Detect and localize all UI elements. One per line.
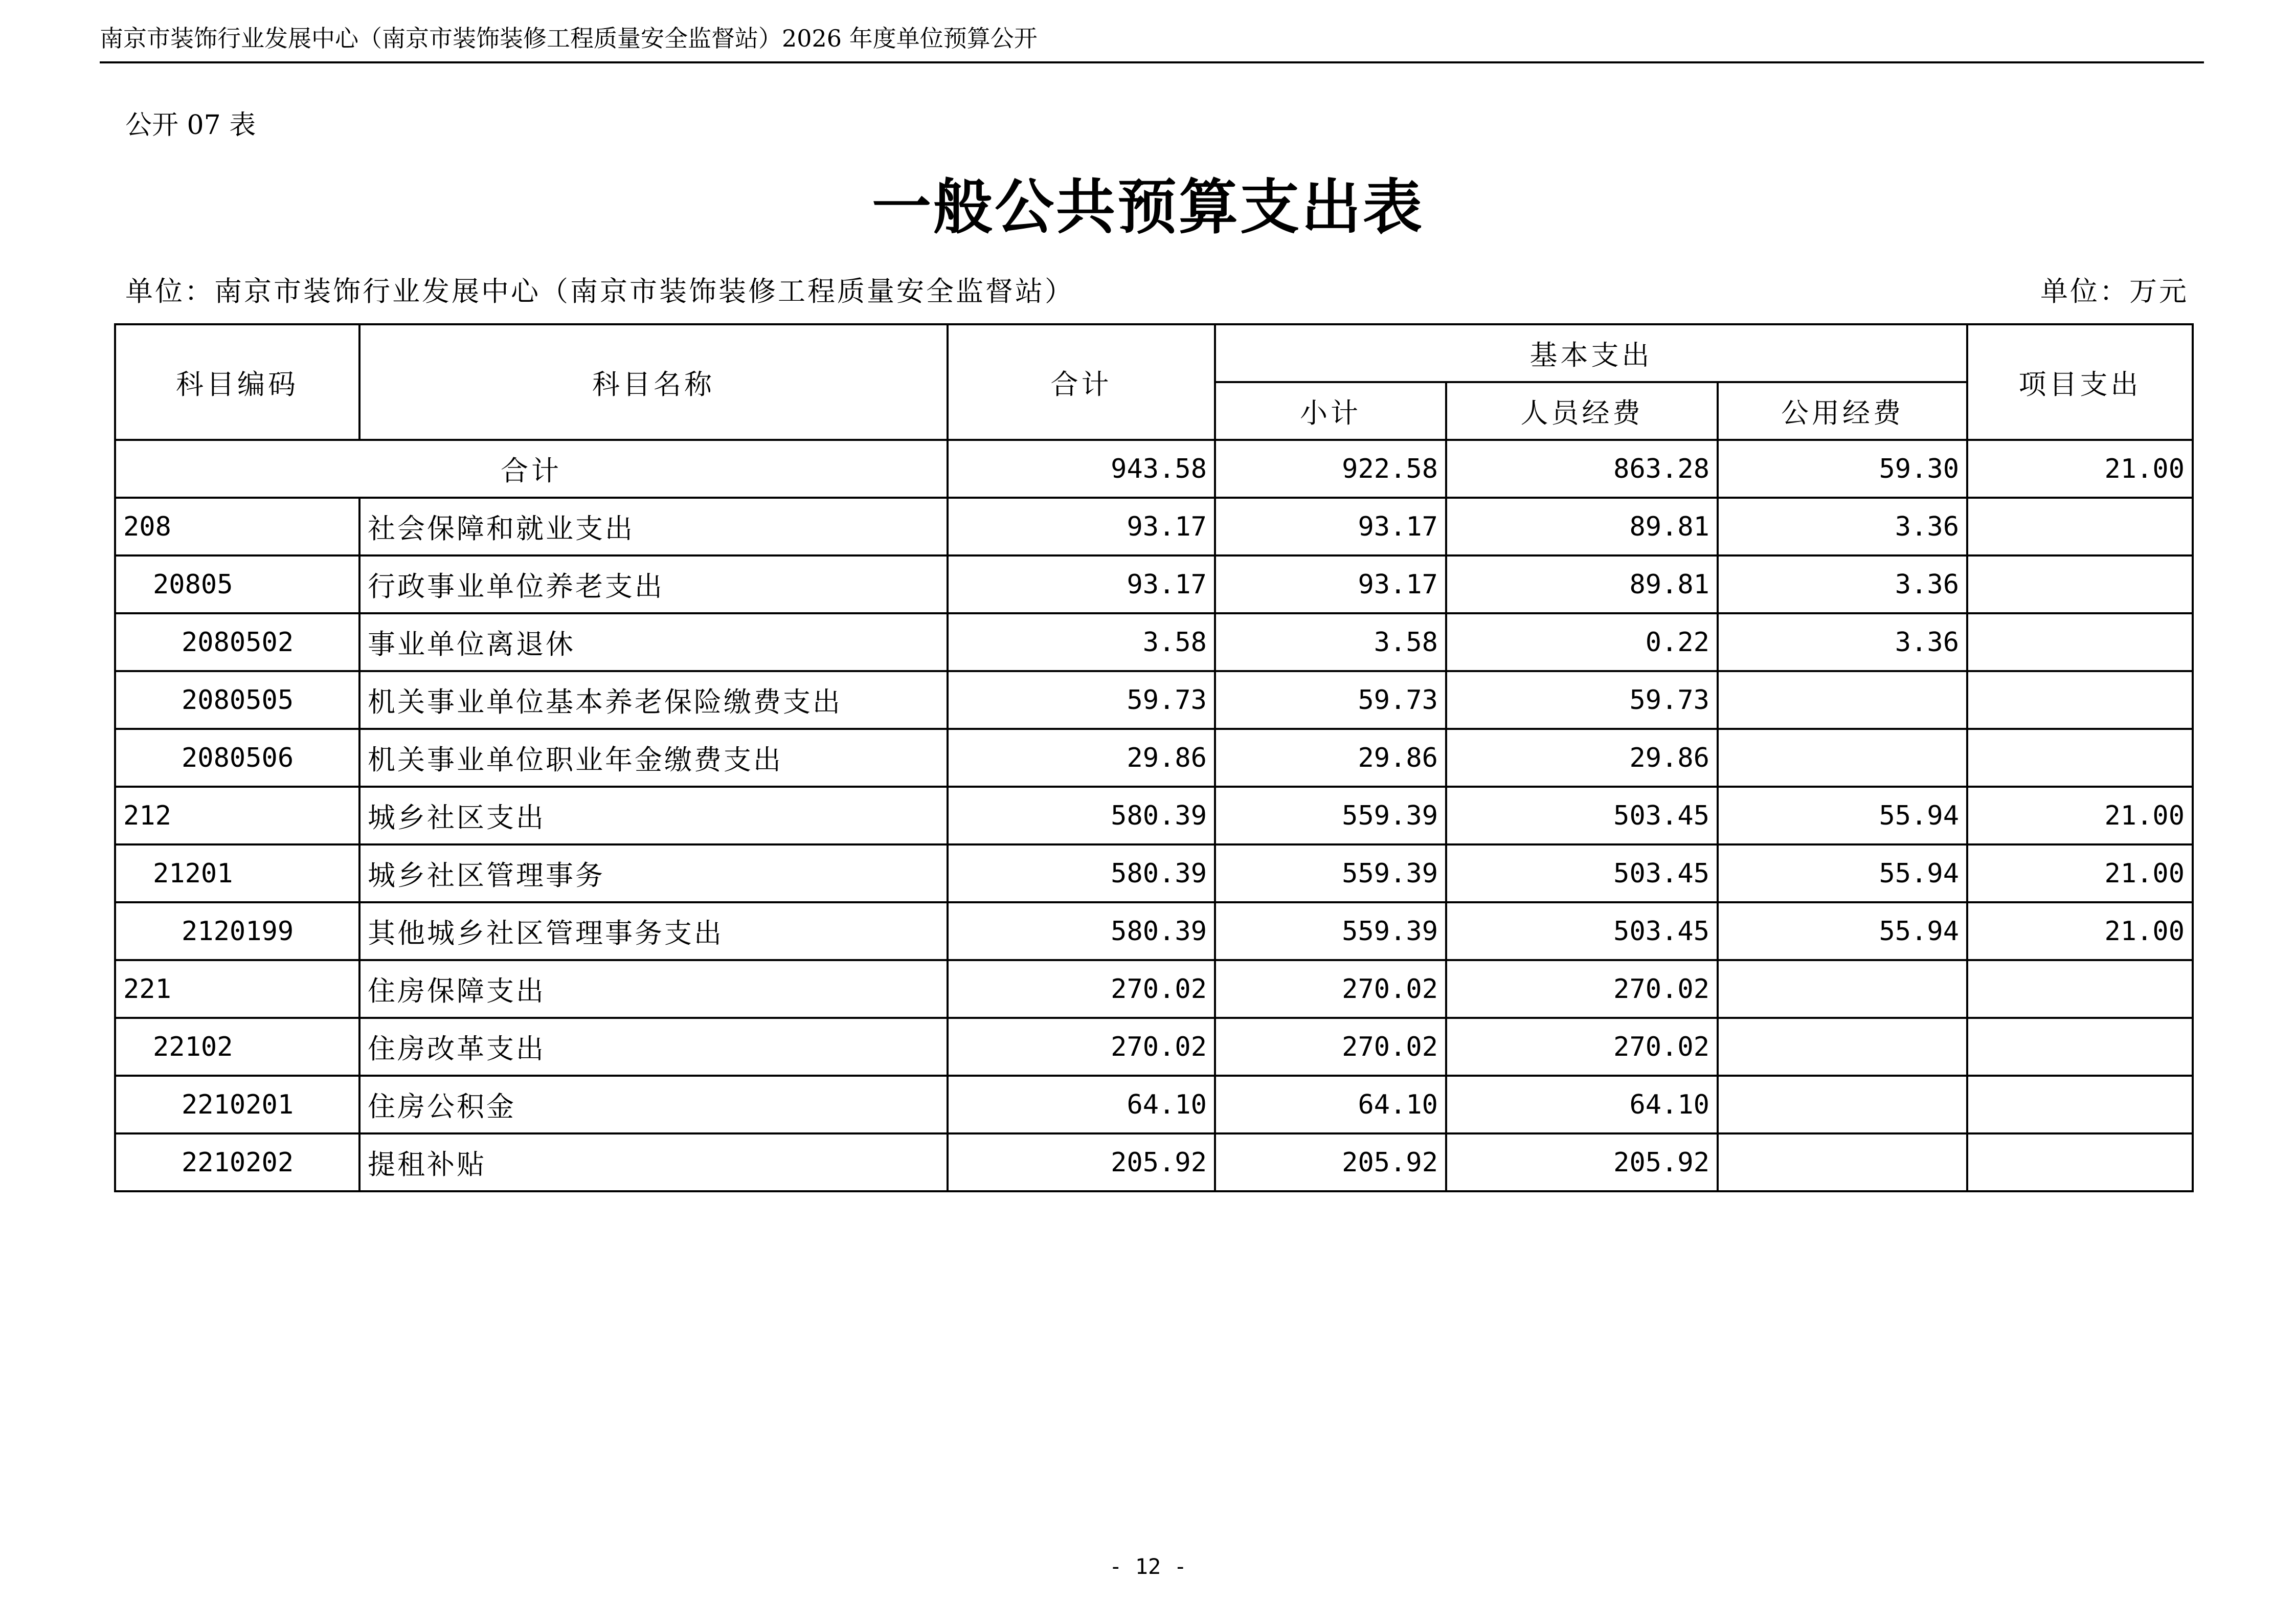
row-public: [1718, 1018, 1967, 1076]
row-total: 3.58: [948, 613, 1215, 671]
table-row: [115, 613, 2193, 671]
totals-total: 943.58: [948, 440, 1215, 498]
totals-label: 合计: [115, 440, 948, 498]
row-project: 21.00: [1967, 902, 2193, 960]
row-public: [1718, 729, 1967, 787]
row-code: 221: [115, 960, 359, 1018]
table-row: [115, 844, 2193, 902]
row-code: 212: [115, 787, 359, 844]
row-subtotal: 93.17: [1215, 555, 1446, 613]
row-code: 208: [115, 498, 359, 555]
header-personnel: 人员经费: [1446, 382, 1718, 440]
row-subtotal: 59.73: [1215, 671, 1446, 729]
row-name: 提租补贴: [359, 1133, 948, 1191]
header-name: 科目名称: [359, 324, 948, 440]
row-public: 55.94: [1718, 844, 1967, 902]
row-total: 580.39: [948, 787, 1215, 844]
table-row: [115, 902, 2193, 960]
table-row: [115, 787, 2193, 844]
row-name: 其他城乡社区管理事务支出: [359, 902, 948, 960]
row-personnel: 270.02: [1446, 1018, 1718, 1076]
table-row: [115, 498, 2193, 555]
row-public: [1718, 960, 1967, 1018]
expenditure-table: [114, 323, 2194, 1192]
row-public: 55.94: [1718, 902, 1967, 960]
table-row: [115, 960, 2193, 1018]
row-personnel: 205.92: [1446, 1133, 1718, 1191]
totals-public: 59.30: [1718, 440, 1967, 498]
row-project: [1967, 729, 2193, 787]
row-project: [1967, 613, 2193, 671]
row-code: 21201: [115, 844, 359, 902]
table-row: [115, 1076, 2193, 1133]
reporting-unit: 单位：南京市装饰行业发展中心（南京市装饰装修工程质量安全监督站）: [125, 275, 1074, 307]
header-public: 公用经费: [1718, 382, 1967, 440]
row-subtotal: 270.02: [1215, 960, 1446, 1018]
row-code: 2080505: [115, 671, 359, 729]
row-total: 270.02: [948, 960, 1215, 1018]
totals-project: 21.00: [1967, 440, 2193, 498]
row-subtotal: 270.02: [1215, 1018, 1446, 1076]
totals-subtotal: 922.58: [1215, 440, 1446, 498]
row-total: 580.39: [948, 902, 1215, 960]
row-personnel: 503.45: [1446, 902, 1718, 960]
row-personnel: 0.22: [1446, 613, 1718, 671]
row-total: 270.02: [948, 1018, 1215, 1076]
row-project: [1967, 1018, 2193, 1076]
row-total: 205.92: [948, 1133, 1215, 1191]
header-subtotal: 小计: [1215, 382, 1446, 440]
row-public: [1718, 671, 1967, 729]
totals-row: [115, 440, 2193, 498]
row-code: 20805: [115, 555, 359, 613]
row-personnel: 64.10: [1446, 1076, 1718, 1133]
row-name: 机关事业单位基本养老保险缴费支出: [359, 671, 948, 729]
row-subtotal: 559.39: [1215, 787, 1446, 844]
row-public: 3.36: [1718, 555, 1967, 613]
row-name: 行政事业单位养老支出: [359, 555, 948, 613]
row-personnel: 89.81: [1446, 498, 1718, 555]
table-row: [115, 1018, 2193, 1076]
table-row: [115, 555, 2193, 613]
header-rule: [100, 61, 2204, 63]
row-project: 21.00: [1967, 787, 2193, 844]
row-public: 3.36: [1718, 498, 1967, 555]
row-subtotal: 205.92: [1215, 1133, 1446, 1191]
row-public: 55.94: [1718, 787, 1967, 844]
row-total: 93.17: [948, 555, 1215, 613]
row-public: [1718, 1133, 1967, 1191]
row-personnel: 89.81: [1446, 555, 1718, 613]
row-name: 住房公积金: [359, 1076, 948, 1133]
row-personnel: 59.73: [1446, 671, 1718, 729]
row-subtotal: 559.39: [1215, 902, 1446, 960]
row-project: [1967, 555, 2193, 613]
row-name: 社会保障和就业支出: [359, 498, 948, 555]
row-personnel: 503.45: [1446, 844, 1718, 902]
row-subtotal: 29.86: [1215, 729, 1446, 787]
row-code: 2210201: [115, 1076, 359, 1133]
row-project: [1967, 1133, 2193, 1191]
row-code: 2210202: [115, 1133, 359, 1191]
row-name: 城乡社区支出: [359, 787, 948, 844]
row-project: [1967, 671, 2193, 729]
totals-personnel: 863.28: [1446, 440, 1718, 498]
header-code: 科目编码: [115, 324, 359, 440]
page-number: - 12 -: [1109, 1554, 1187, 1579]
row-total: 29.86: [948, 729, 1215, 787]
row-total: 93.17: [948, 498, 1215, 555]
row-personnel: 503.45: [1446, 787, 1718, 844]
table-row: [115, 729, 2193, 787]
row-project: [1967, 498, 2193, 555]
row-name: 住房改革支出: [359, 1018, 948, 1076]
row-code: 22102: [115, 1018, 359, 1076]
row-name: 住房保障支出: [359, 960, 948, 1018]
row-personnel: 270.02: [1446, 960, 1718, 1018]
row-total: 580.39: [948, 844, 1215, 902]
row-public: [1718, 1076, 1967, 1133]
table-row: [115, 671, 2193, 729]
row-name: 城乡社区管理事务: [359, 844, 948, 902]
row-total: 64.10: [948, 1076, 1215, 1133]
row-public: 3.36: [1718, 613, 1967, 671]
row-total: 59.73: [948, 671, 1215, 729]
row-project: [1967, 960, 2193, 1018]
table-number: 公开 07 表: [125, 110, 256, 141]
row-project: 21.00: [1967, 844, 2193, 902]
row-code: 2080502: [115, 613, 359, 671]
row-code: 2080506: [115, 729, 359, 787]
header-basic: 基本支出: [1215, 324, 1967, 382]
document-title: 一般公共预算支出表: [872, 172, 1424, 242]
row-subtotal: 64.10: [1215, 1076, 1446, 1133]
row-name: 事业单位离退休: [359, 613, 948, 671]
header-total: 合计: [948, 324, 1215, 440]
currency-unit: 单位：万元: [2040, 275, 2189, 307]
row-subtotal: 93.17: [1215, 498, 1446, 555]
table-row: [115, 1133, 2193, 1191]
header-project: 项目支出: [1967, 324, 2193, 440]
row-code: 2120199: [115, 902, 359, 960]
row-subtotal: 559.39: [1215, 844, 1446, 902]
row-subtotal: 3.58: [1215, 613, 1446, 671]
row-name: 机关事业单位职业年金缴费支出: [359, 729, 948, 787]
running-header: 南京市装饰行业发展中心（南京市装饰装修工程质量安全监督站）2026 年度单位预算公开: [100, 25, 1038, 52]
row-project: [1967, 1076, 2193, 1133]
row-personnel: 29.86: [1446, 729, 1718, 787]
